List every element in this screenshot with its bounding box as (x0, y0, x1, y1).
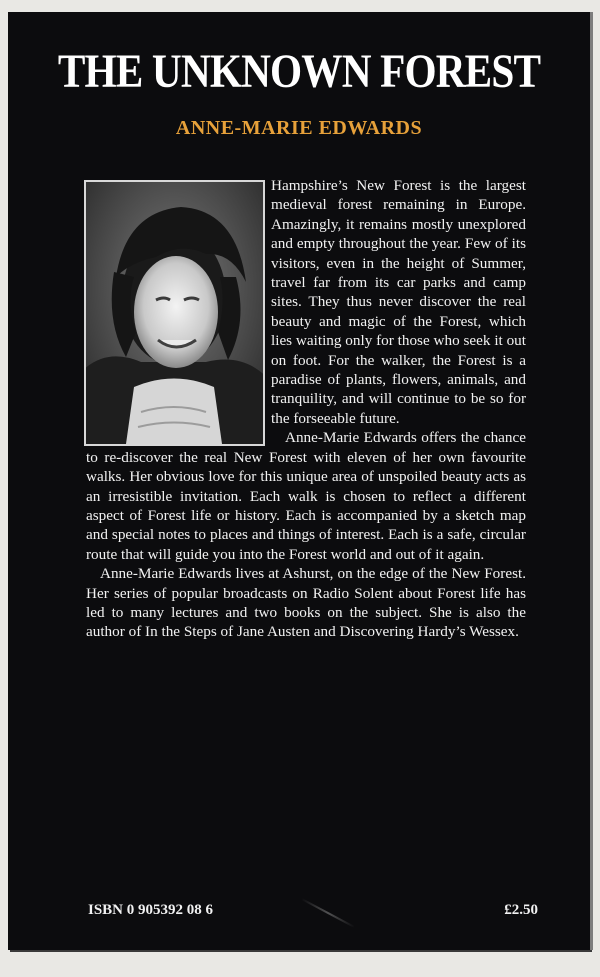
blurb-text (86, 176, 526, 642)
book-title: THE UNKNOWN FOREST (57, 45, 541, 98)
blurb-paragraph-intro: Hampshire’s New Forest is the largest medieval forest remaining in Europe. Amazingly, it remains mostly unexplored and empty throughout the year. Few of its visitors, even in the height of Summer, travel far from its car parks and camp sites. They thus never discover the real beauty and magic of the Forest, which lies waiting only for those who seek it out on foot. For the walker, the Forest is a paradise of plants, flowers, animals, and tranquility, and will continue to be so for the forseeable future. (271, 177, 526, 427)
price-label: £2.50 (504, 902, 538, 918)
isbn-number: ISBN 0 905392 08 6 (88, 902, 214, 918)
back-cover (8, 12, 590, 950)
cover-scuff-mark (301, 898, 355, 928)
author-name: ANNE-MARIE EDWARDS (175, 117, 423, 139)
blurb-paragraph-walks: Anne-Marie Edwards offers the chance to re-discover the real New Forest with eleven of her own favourite walks. Her obvious love for this unique area of unspoiled beauty acts as an irresistible invitation. Each walk is chosen to reflect a different aspect of Forest life or history. Each is accompanied by a sketch map and special notes to places and things of interest. Each is a safe, circular route that will guide you into the Forest world and out of it again. (86, 429, 526, 563)
blurb-paragraph-author-bio: Anne-Marie Edwards lives at Ashurst, on the edge of the New Forest. Her series of popular broadcasts on Radio Solent about Forest life has led to many lectures and two books on the subject. She is also the author of In the Steps of Jane Austen and Discovering Hardy’s Wessex. (86, 565, 526, 641)
